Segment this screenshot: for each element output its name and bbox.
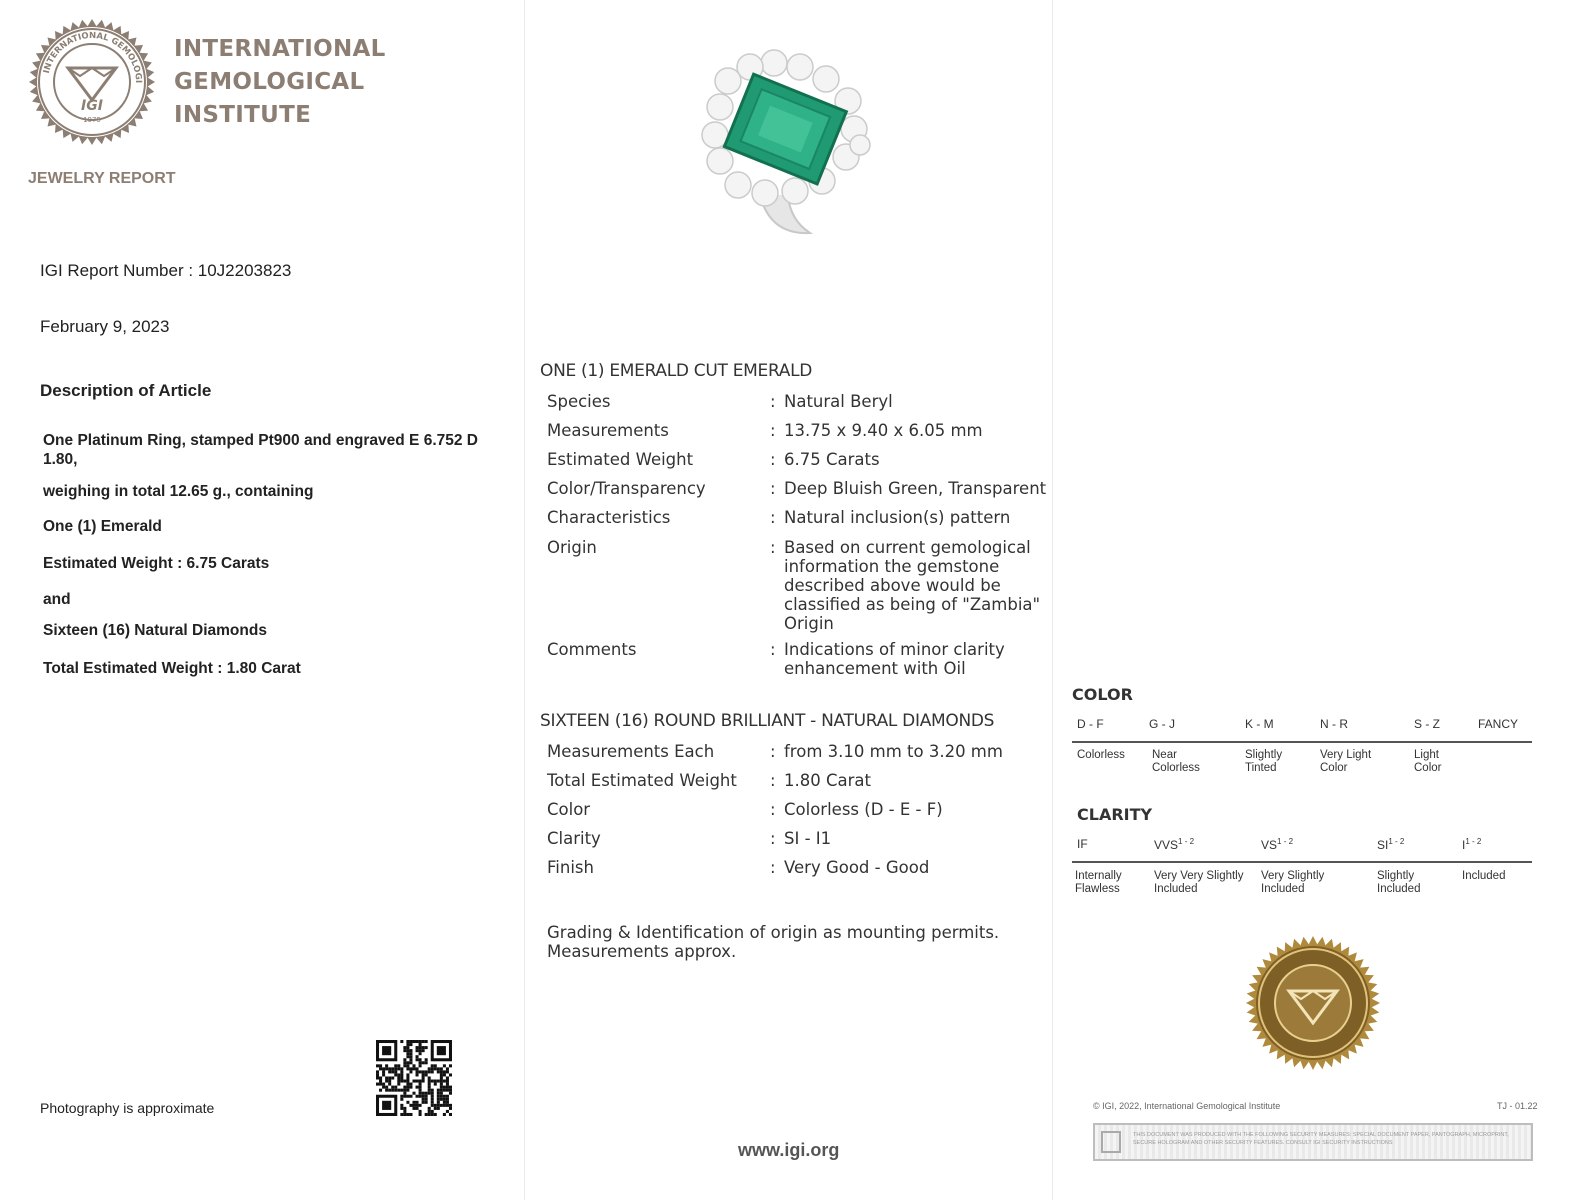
color-description: Colorless	[1077, 749, 1125, 761]
row-value: 6.75 Carats	[784, 450, 880, 469]
color-scale-rule	[1072, 741, 1532, 743]
row-label: Clarity	[547, 829, 601, 848]
clarity-description: Very Very Slightly Included	[1154, 870, 1244, 895]
color-code: K - M	[1245, 717, 1274, 731]
color-code: G - J	[1149, 717, 1175, 731]
row-value: Natural inclusion(s) pattern	[784, 508, 1011, 527]
row-label: Measurements Each	[547, 742, 715, 761]
row-separator: :	[770, 742, 776, 761]
color-code: N - R	[1320, 717, 1348, 731]
qr-code[interactable]	[376, 1040, 452, 1116]
clarity-code: VS$^{1 - 2}$	[1261, 837, 1294, 852]
seal-icon	[28, 18, 156, 146]
row-value: 13.75 x 9.40 x 6.05 mm	[784, 421, 983, 440]
igi-seal-logo	[28, 18, 156, 146]
color-description: Light Color	[1414, 749, 1442, 774]
qr-code-icon	[376, 1040, 452, 1116]
report-date: February 9, 2023	[40, 317, 170, 336]
row-value: Colorless (D - E - F)	[784, 800, 943, 819]
row-value: Indications of minor clarity enhancement with Oil	[784, 640, 1005, 678]
row-value: Based on current gemological information the gemstone described above would be classified as being of "Zambia" Origin	[784, 538, 1041, 633]
row-label: Total Estimated Weight	[547, 771, 737, 790]
security-text: THIS DOCUMENT WAS PRODUCED WITH THE FOLLOWING SECURITY MEASURES: SPECIAL DOCUMENT PAPER, PANTOGRAPH, MICROPRINT, SECURE HOLOGRAM AND OTHER SECURITY FEATURES. CONSULT IGI SECURITY INSTRUCTIONS	[1133, 1132, 1509, 1146]
row-value: Natural Beryl	[784, 392, 893, 411]
row-label: Finish	[547, 858, 594, 877]
row-separator: :	[770, 771, 776, 790]
hologram-seal-icon	[1245, 935, 1381, 1071]
row-label: Estimated Weight	[547, 450, 694, 469]
clarity-code: IF	[1077, 837, 1088, 851]
institute-name-line-2: GEMOLOGICAL	[174, 69, 365, 95]
row-separator: :	[770, 640, 776, 659]
row-label: Species	[547, 392, 611, 411]
row-label: Measurements	[547, 421, 669, 440]
description-title: Description of Article	[40, 381, 212, 400]
row-separator: :	[770, 421, 776, 440]
diamonds-section-title: SIXTEEN (16) ROUND BRILLIANT - NATURAL DIAMONDS	[540, 711, 995, 731]
fold-line-right	[1052, 0, 1053, 1200]
color-description: Very Light Color	[1320, 749, 1372, 774]
row-label: Origin	[547, 538, 597, 557]
seal-mark: IGI	[81, 98, 103, 114]
gold-hologram-seal	[1245, 935, 1381, 1071]
clarity-description: Internally Flawless	[1075, 870, 1122, 895]
row-label: Color	[547, 800, 591, 819]
copyright-line: © IGI, 2022, International Gemological Institute	[1093, 1101, 1281, 1111]
row-separator: :	[770, 392, 776, 411]
row-label: Color/Transparency	[547, 479, 706, 498]
color-description: Slightly Tinted	[1245, 749, 1283, 774]
photography-note: Photography is approximate	[40, 1100, 215, 1116]
institute-name	[174, 33, 386, 132]
seal-arc-text: INTERNATIONAL GEMOLOGI	[41, 30, 144, 84]
clarity-scale-title: CLARITY	[1077, 805, 1153, 824]
website-link[interactable]: www.igi.org	[738, 1140, 840, 1160]
color-code: S - Z	[1414, 717, 1440, 731]
report-number: IGI Report Number : 10J2203823	[40, 261, 292, 280]
row-separator: :	[770, 538, 776, 557]
row-value: Very Good - Good	[784, 858, 930, 877]
form-code: TJ - 01.22	[1497, 1101, 1538, 1111]
row-separator: :	[770, 829, 776, 848]
ring-photo	[690, 45, 880, 240]
institute-name-line-3: INSTITUTE	[174, 102, 312, 128]
row-separator: :	[770, 858, 776, 877]
lock-icon	[1101, 1131, 1121, 1153]
description-line: Sixteen (16) Natural Diamonds	[43, 622, 267, 639]
row-value: Deep Bluish Green, Transparent	[784, 479, 1047, 498]
emerald-section-title: ONE (1) EMERALD CUT EMERALD	[540, 361, 813, 381]
security-strip	[1093, 1123, 1533, 1161]
description-line: weighing in total 12.65 g., containing	[43, 483, 314, 500]
row-separator: :	[770, 479, 776, 498]
grading-note: Grading & Identification of origin as mounting permits. Measurements approx.	[547, 923, 1000, 961]
fold-line-left	[524, 0, 525, 1200]
description-line: One (1) Emerald	[43, 518, 162, 535]
clarity-code: $I^{1 - 2}$	[1462, 837, 1482, 852]
description-line: One Platinum Ring, stamped Pt900 and engraved E 6.752 D 1.80,	[43, 432, 478, 468]
clarity-description: Slightly Included	[1377, 870, 1421, 895]
report-type: JEWELRY REPORT	[28, 170, 176, 187]
row-label: Characteristics	[547, 508, 671, 527]
clarity-scale-rule	[1072, 861, 1532, 863]
description-line: and	[43, 591, 71, 608]
row-value: SI - I1	[784, 829, 832, 848]
row-label: Comments	[547, 640, 637, 659]
row-value: from 3.10 mm to 3.20 mm	[784, 742, 1003, 761]
color-code: FANCY	[1478, 717, 1519, 731]
description-line: Estimated Weight : 6.75 Carats	[43, 555, 270, 572]
row-separator: :	[770, 800, 776, 819]
color-description: Near Colorless	[1152, 749, 1200, 774]
row-separator: :	[770, 450, 776, 469]
description-line: Total Estimated Weight : 1.80 Carat	[43, 660, 301, 677]
row-value: 1.80 Carat	[784, 771, 871, 790]
clarity-description: Included	[1462, 870, 1506, 882]
clarity-code: SI$^{1 - 2}$	[1377, 837, 1405, 852]
institute-name-line-1: INTERNATIONAL	[174, 36, 386, 62]
seal-year: 1975	[83, 116, 101, 124]
clarity-code: VVS$^{1 - 2}$	[1154, 837, 1195, 852]
row-separator: :	[770, 508, 776, 527]
clarity-description: Very Slightly Included	[1261, 870, 1325, 895]
emerald-ring-icon	[690, 45, 880, 240]
color-scale-title: COLOR	[1072, 685, 1133, 704]
color-code: D - F	[1077, 717, 1104, 731]
